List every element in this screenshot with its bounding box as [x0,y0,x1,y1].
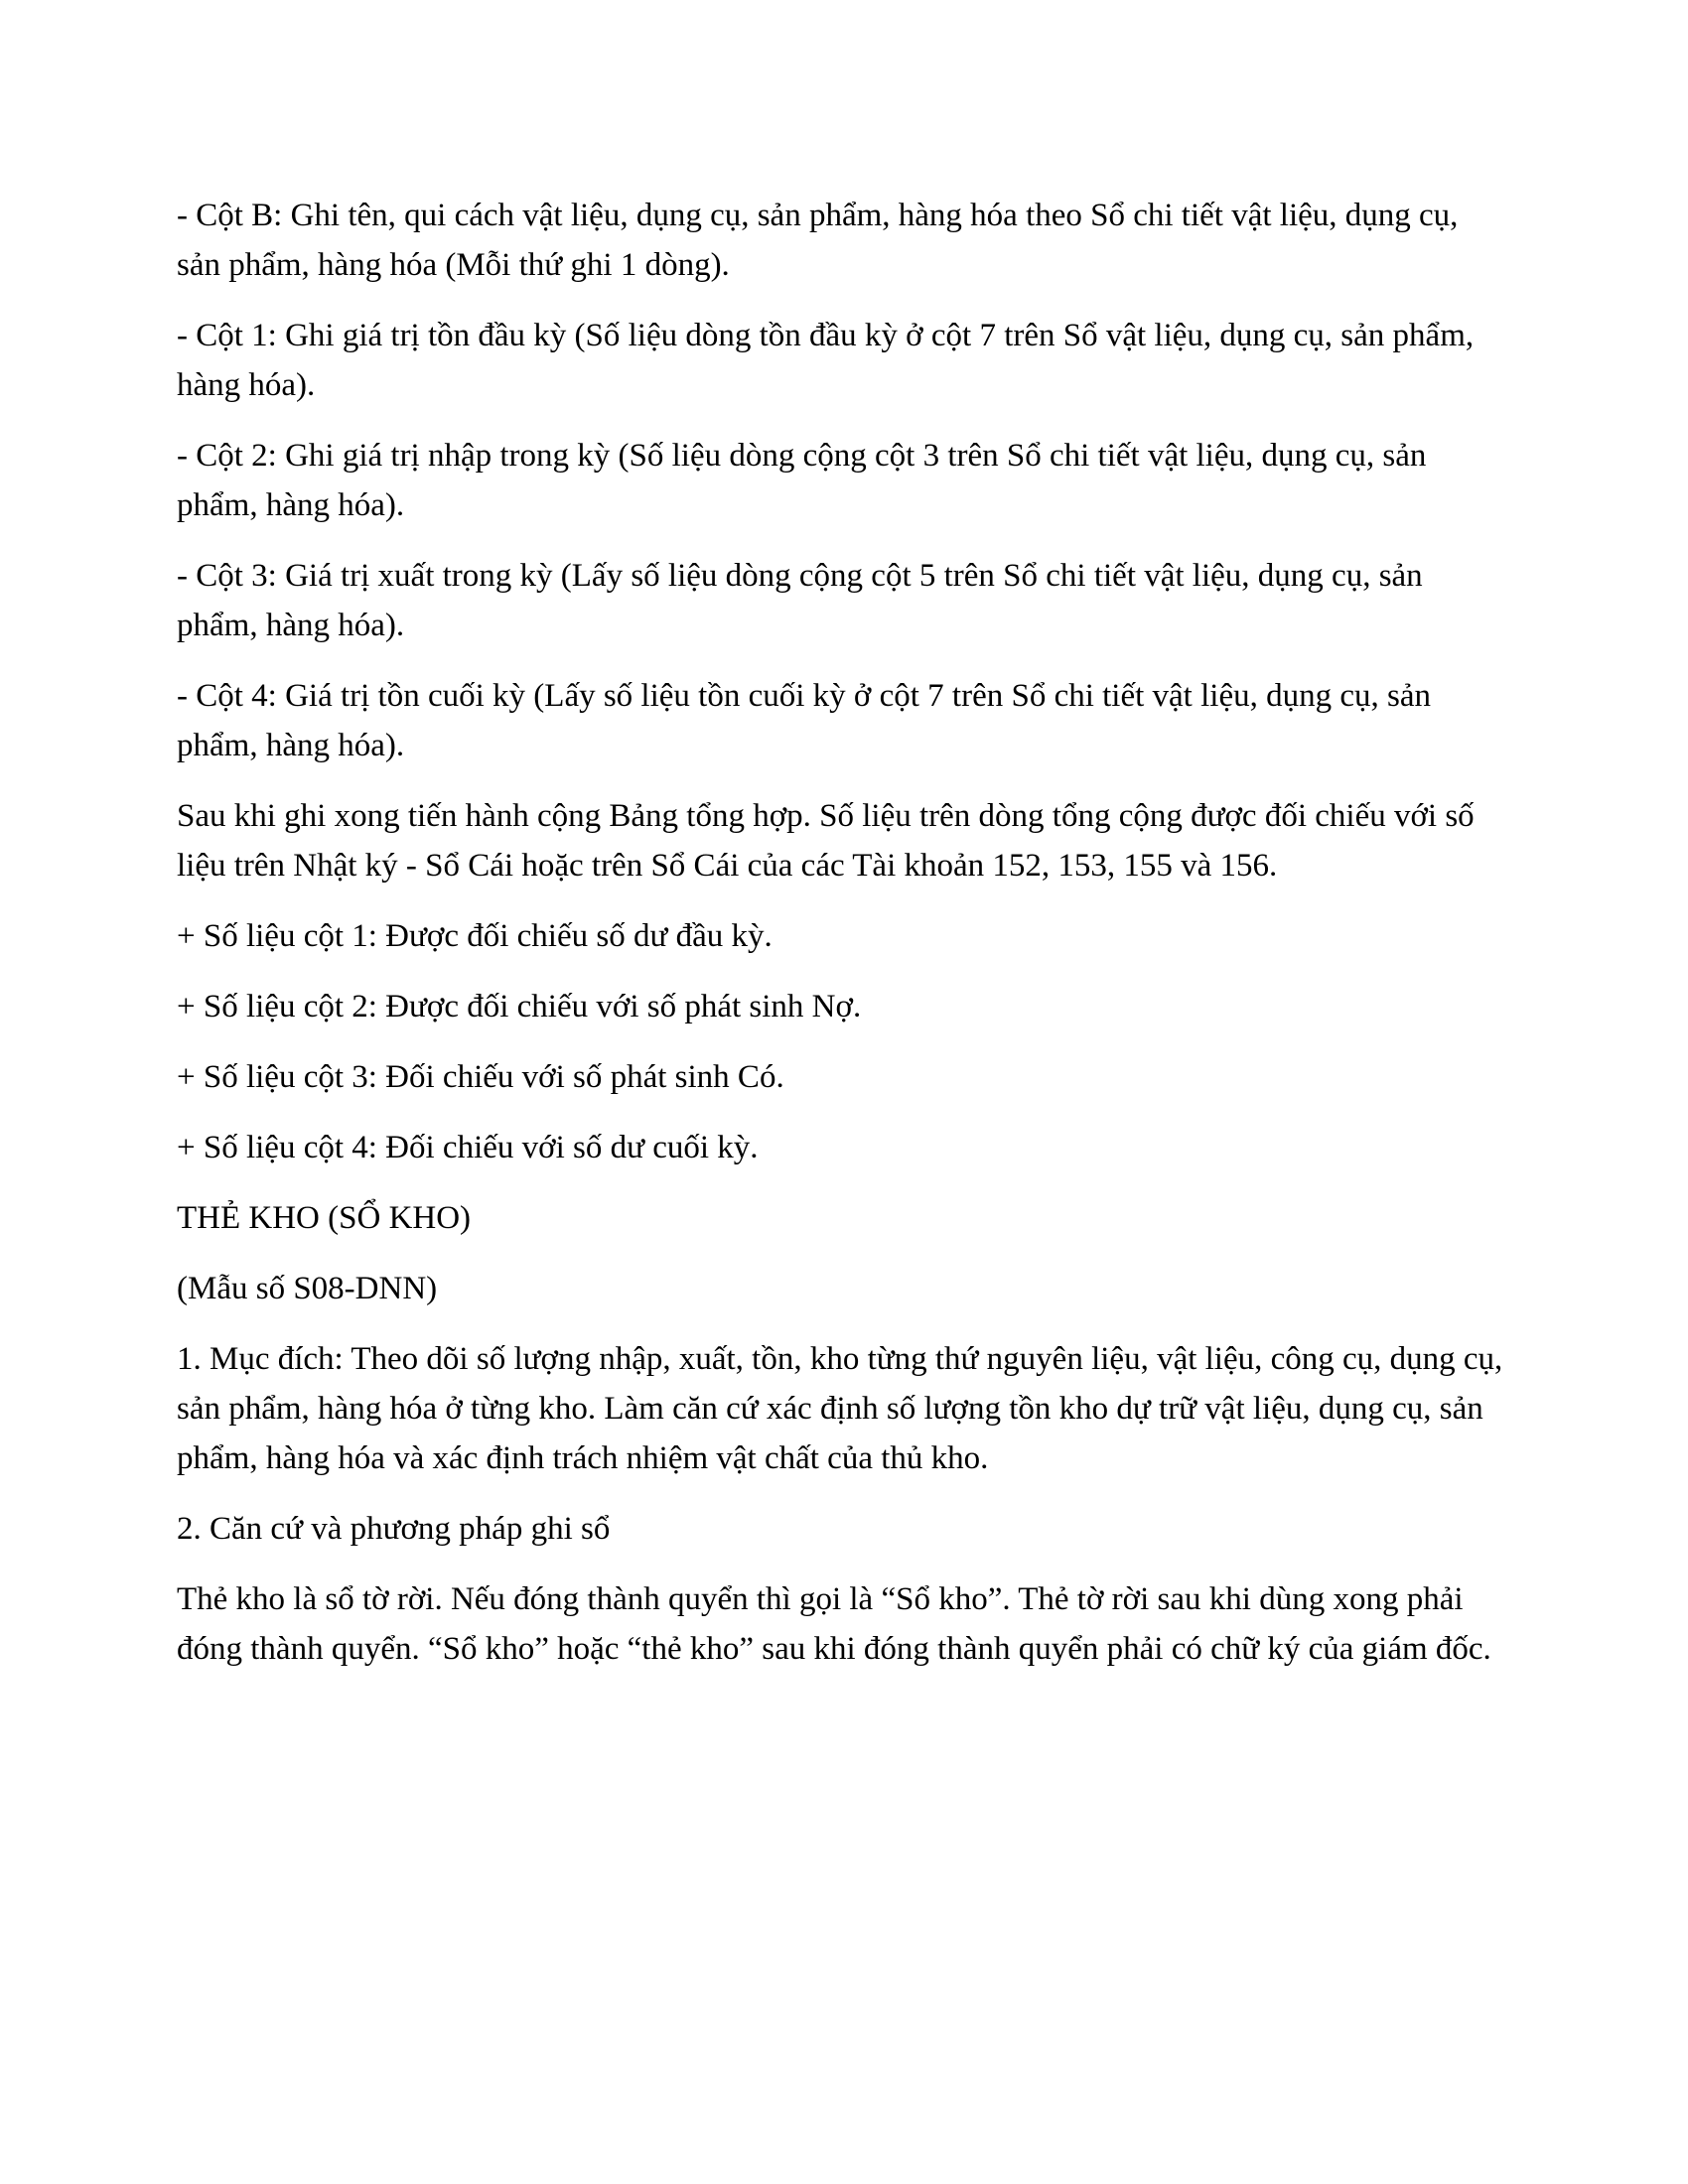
paragraph-so-lieu-cot-1: + Số liệu cột 1: Được đối chiếu số dư đầu kỳ. [177,918,773,954]
paragraph-cot-1: - Cột 1: Ghi giá trị tồn đầu kỳ (Số liệu dòng tồn đầu kỳ ở cột 7 trên Sổ vật liệu, dụng cụ, sản phẩm, hàng hóa). [177,318,1475,403]
paragraph-cot-2: - Cột 2: Ghi giá trị nhập trong kỳ (Số liệu dòng cộng cột 3 trên Sổ chi tiết vật liệu, dụng cụ, sản phẩm, hàng hóa). [177,438,1427,523]
paragraph-muc-dich: 1. Mục đích: Theo dõi số lượng nhập, xuất, tồn, kho từng thứ nguyên liệu, vật liệu, công cụ, dụng cụ, sản phẩm, hàng hóa ở từng kho. Làm căn cứ xác định số lượng tồn kho dự trữ vật liệu, dụng cụ, sản phẩm, hàng hóa và xác định trách nhiệm vật chất của thủ kho. [177,1341,1503,1476]
paragraph-so-lieu-cot-2: + Số liệu cột 2: Được đối chiếu với số phát sinh Nợ. [177,989,862,1024]
paragraph-the-kho-description: Thẻ kho là sổ tờ rời. Nếu đóng thành quyển thì gọi là “Sổ kho”. Thẻ tờ rời sau khi dùng xong phải đóng thành quyển. “Sổ kho” hoặc “thẻ kho” sau khi đóng thành quyển phải có chữ ký của giám đốc. [177,1581,1491,1667]
paragraph-so-lieu-cot-4: + Số liệu cột 4: Đối chiếu với số dư cuối kỳ. [177,1130,759,1165]
paragraph-so-lieu-cot-3: + Số liệu cột 3: Đối chiếu với số phát sinh Có. [177,1059,784,1095]
paragraph-cot-b: - Cột B: Ghi tên, qui cách vật liệu, dụng cụ, sản phẩm, hàng hóa theo Sổ chi tiết vật liệu, dụng cụ, sản phẩm, hàng hóa (Mỗi thứ ghi 1 dòng). [177,198,1459,283]
form-number: (Mẫu số S08-DNN) [177,1271,438,1306]
paragraph-cot-4: - Cột 4: Giá trị tồn cuối kỳ (Lấy số liệu tồn cuối kỳ ở cột 7 trên Sổ chi tiết vật liệu, dụng cụ, sản phẩm, hàng hóa). [177,678,1431,763]
section-title: THẺ KHO (SỔ KHO) [177,1200,472,1236]
paragraph-can-cu-heading: 2. Căn cứ và phương pháp ghi sổ [177,1511,611,1547]
paragraph-cot-3: - Cột 3: Giá trị xuất trong kỳ (Lấy số liệu dòng cộng cột 5 trên Sổ chi tiết vật liệu, dụng cụ, sản phẩm, hàng hóa). [177,558,1423,643]
paragraph-tong-hop: Sau khi ghi xong tiến hành cộng Bảng tổng hợp. Số liệu trên dòng tổng cộng được đối chiếu với số liệu trên Nhật ký - Sổ Cái hoặc trên Sổ Cái của các Tài khoản 152, 153, 155 và 156. [177,798,1475,884]
